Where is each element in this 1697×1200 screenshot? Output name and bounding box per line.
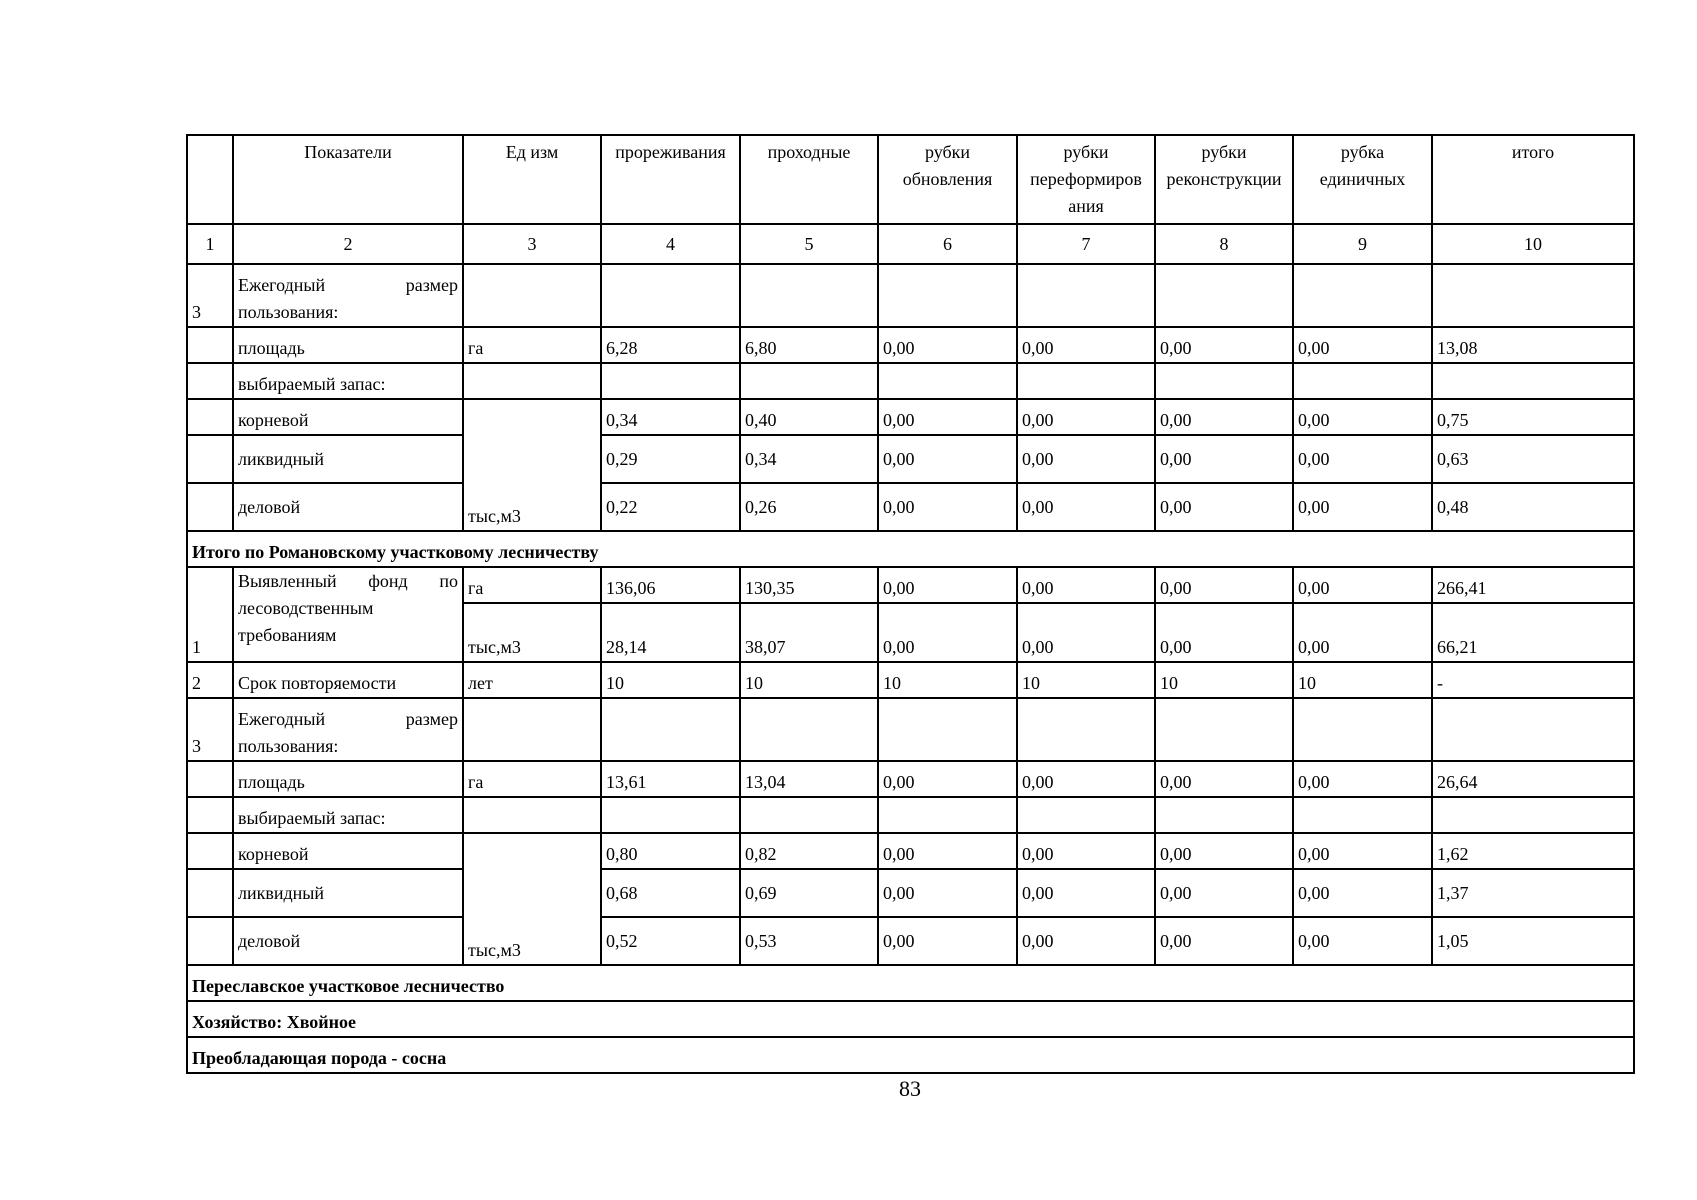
value-cell: 6,80 — [740, 327, 878, 363]
value-cell: 1,05 — [1432, 917, 1634, 965]
value-cell: 10 — [1293, 662, 1432, 698]
empty-cell — [1155, 698, 1293, 761]
value-cell: 0,00 — [1293, 917, 1432, 965]
value-cell: 0,00 — [1155, 399, 1293, 435]
value-cell: 0,00 — [878, 567, 1017, 603]
value-cell: 0,34 — [601, 399, 740, 435]
row-label: деловой — [233, 917, 463, 965]
row-label: Срок повторяемости — [233, 662, 463, 698]
unit-cell: га — [463, 761, 601, 797]
row-label: ликвидный — [233, 435, 463, 483]
header-label: рубки реконструкции — [1155, 135, 1293, 224]
empty-cell — [740, 797, 878, 833]
value-cell: 28,14 — [601, 603, 740, 662]
value-cell: 0,00 — [1155, 603, 1293, 662]
row-number — [187, 917, 233, 965]
value-cell: 26,64 — [1432, 761, 1634, 797]
stock-row — [187, 797, 1634, 833]
row-label: корневой — [233, 833, 463, 869]
column-number: 1 — [187, 224, 233, 264]
header-row — [187, 135, 1634, 224]
empty-cell — [1017, 363, 1155, 399]
value-cell: 0,00 — [878, 833, 1017, 869]
row-label: ликвидный — [233, 869, 463, 917]
empty-cell — [1293, 797, 1432, 833]
column-number: 9 — [1293, 224, 1432, 264]
value-cell: 0,00 — [1017, 567, 1155, 603]
value-cell: 0,48 — [1432, 483, 1634, 531]
root-stock-row — [187, 833, 1634, 869]
header-label: рубка единичных — [1293, 135, 1432, 224]
row-label: Ежегодный размер пользования: — [233, 698, 463, 761]
value-cell: 6,28 — [601, 327, 740, 363]
value-cell: 13,08 — [1432, 327, 1634, 363]
value-cell: 0,00 — [1293, 435, 1432, 483]
value-cell: 0,00 — [1017, 327, 1155, 363]
value-cell: 0,00 — [1155, 327, 1293, 363]
value-cell: - — [1432, 662, 1634, 698]
empty-cell — [601, 264, 740, 327]
value-cell: 0,00 — [1155, 917, 1293, 965]
value-cell: 0,00 — [1017, 399, 1155, 435]
empty-cell — [1155, 363, 1293, 399]
value-cell: 0,34 — [740, 435, 878, 483]
value-cell: 0,00 — [1017, 761, 1155, 797]
value-cell: 10 — [878, 662, 1017, 698]
row-label: выбираемый запас: — [233, 797, 463, 833]
liquid-stock-row — [187, 869, 1634, 917]
empty-cell — [740, 264, 878, 327]
root-stock-row — [187, 399, 1634, 435]
row-number — [187, 399, 233, 435]
value-cell: 0,00 — [878, 327, 1017, 363]
value-cell: 0,80 — [601, 833, 740, 869]
section-title: Переславское участковое лесничество — [187, 965, 1634, 1001]
value-cell: 1,62 — [1432, 833, 1634, 869]
value-cell: 0,00 — [878, 761, 1017, 797]
row-number — [187, 435, 233, 483]
empty-cell — [463, 698, 601, 761]
value-cell: 0,40 — [740, 399, 878, 435]
table-body — [187, 135, 1634, 1073]
header-label: рубки обновления — [878, 135, 1017, 224]
value-cell: 10 — [740, 662, 878, 698]
value-cell: 0,00 — [1155, 869, 1293, 917]
value-cell: 0,68 — [601, 869, 740, 917]
value-cell: 0,75 — [1432, 399, 1634, 435]
row-number — [187, 483, 233, 531]
column-number: 6 — [878, 224, 1017, 264]
total-title: Итого по Романовскому участковому лесничеству — [187, 531, 1634, 567]
empty-cell — [1293, 363, 1432, 399]
empty-cell — [740, 363, 878, 399]
section-title-row — [187, 965, 1634, 1001]
value-cell: 0,00 — [878, 603, 1017, 662]
row-label: корневой — [233, 399, 463, 435]
value-cell: 0,53 — [740, 917, 878, 965]
value-cell: 0,26 — [740, 483, 878, 531]
row-number: 3 — [187, 264, 233, 327]
header-label: рубки переформиров ания — [1017, 135, 1155, 224]
liquid-stock-row — [187, 435, 1634, 483]
empty-cell — [1155, 797, 1293, 833]
value-cell: 0,00 — [1155, 435, 1293, 483]
unit-cell: тыс,м3 — [463, 603, 601, 662]
header-label: итого — [1432, 135, 1634, 224]
total-title-row — [187, 531, 1634, 567]
value-cell: 10 — [1155, 662, 1293, 698]
unit-cell: га — [463, 327, 601, 363]
unit-cell: га — [463, 567, 601, 603]
stock-row — [187, 363, 1634, 399]
empty-cell — [463, 264, 601, 327]
row-label: площадь — [233, 327, 463, 363]
value-cell: 10 — [601, 662, 740, 698]
column-number-row — [187, 224, 1634, 264]
column-number: 8 — [1155, 224, 1293, 264]
empty-cell — [463, 363, 601, 399]
empty-cell — [1293, 264, 1432, 327]
empty-cell — [1017, 797, 1155, 833]
empty-cell — [1017, 698, 1155, 761]
value-cell: 130,35 — [740, 567, 878, 603]
row-label: Выявленный фонд по лесоводственным требованиям — [233, 567, 463, 662]
row-number — [187, 833, 233, 869]
value-cell: 0,00 — [1293, 399, 1432, 435]
value-cell: 0,00 — [1293, 833, 1432, 869]
value-cell: 0,00 — [878, 399, 1017, 435]
row-number — [187, 761, 233, 797]
empty-cell — [878, 797, 1017, 833]
value-cell: 0,00 — [1155, 567, 1293, 603]
row-number — [187, 363, 233, 399]
header-label: прореживания — [601, 135, 740, 224]
value-cell: 0,00 — [1155, 483, 1293, 531]
section-title-row — [187, 1001, 1634, 1037]
empty-cell — [601, 363, 740, 399]
empty-cell — [878, 698, 1017, 761]
empty-cell — [601, 797, 740, 833]
value-cell: 38,07 — [740, 603, 878, 662]
empty-cell — [878, 264, 1017, 327]
value-cell: 0,52 — [601, 917, 740, 965]
value-cell: 0,00 — [1293, 567, 1432, 603]
row-number: 3 — [187, 698, 233, 761]
empty-cell — [1432, 698, 1634, 761]
value-cell: 0,00 — [878, 917, 1017, 965]
area-row — [187, 327, 1634, 363]
value-cell: 0,00 — [1293, 869, 1432, 917]
column-number: 10 — [1432, 224, 1634, 264]
column-number: 5 — [740, 224, 878, 264]
value-cell: 13,04 — [740, 761, 878, 797]
row-label: площадь — [233, 761, 463, 797]
value-cell: 0,00 — [1017, 917, 1155, 965]
value-cell: 266,41 — [1432, 567, 1634, 603]
value-cell: 0,00 — [1293, 761, 1432, 797]
row-number: 1 — [187, 567, 233, 662]
empty-cell — [1293, 698, 1432, 761]
unit-cell: лет — [463, 662, 601, 698]
empty-cell — [601, 698, 740, 761]
page-number: 83 — [899, 1076, 921, 1101]
column-number: 7 — [1017, 224, 1155, 264]
annual-usage-row — [187, 264, 1634, 327]
empty-cell — [1155, 264, 1293, 327]
unit-cell: тыс,м3 — [463, 833, 601, 965]
business-stock-row — [187, 917, 1634, 965]
value-cell: 0,00 — [1017, 869, 1155, 917]
value-cell: 0,69 — [740, 869, 878, 917]
row-label: выбираемый запас: — [233, 363, 463, 399]
value-cell: 0,00 — [1017, 483, 1155, 531]
value-cell: 0,00 — [1017, 603, 1155, 662]
forest-usage-table — [186, 134, 1635, 1074]
column-number: 3 — [463, 224, 601, 264]
value-cell: 0,82 — [740, 833, 878, 869]
empty-cell — [878, 363, 1017, 399]
value-cell: 66,21 — [1432, 603, 1634, 662]
value-cell: 0,00 — [1155, 833, 1293, 869]
header-label: Ед изм — [463, 135, 601, 224]
empty-cell — [1432, 797, 1634, 833]
header-label — [187, 135, 233, 224]
annual-usage-row — [187, 698, 1634, 761]
row-number — [187, 797, 233, 833]
row-number — [187, 869, 233, 917]
business-stock-row — [187, 483, 1634, 531]
row-label: деловой — [233, 483, 463, 531]
header-label: проходные — [740, 135, 878, 224]
section-title: Хозяйство: Хвойное — [187, 1001, 1634, 1037]
empty-cell — [1432, 363, 1634, 399]
empty-cell — [740, 698, 878, 761]
value-cell: 13,61 — [601, 761, 740, 797]
section-title-row — [187, 1037, 1634, 1073]
value-cell: 0,00 — [1293, 603, 1432, 662]
value-cell: 10 — [1017, 662, 1155, 698]
unit-cell: тыс,м3 — [463, 399, 601, 531]
value-cell: 0,00 — [878, 483, 1017, 531]
header-label: Показатели — [233, 135, 463, 224]
empty-cell — [463, 797, 601, 833]
empty-cell — [1432, 264, 1634, 327]
value-cell: 0,22 — [601, 483, 740, 531]
value-cell: 0,00 — [878, 435, 1017, 483]
empty-cell — [1017, 264, 1155, 327]
row-label: Ежегодный размер пользования: — [233, 264, 463, 327]
value-cell: 1,37 — [1432, 869, 1634, 917]
area-row — [187, 761, 1634, 797]
value-cell: 0,00 — [878, 869, 1017, 917]
row-number — [187, 327, 233, 363]
value-cell: 0,29 — [601, 435, 740, 483]
value-cell: 0,00 — [1293, 483, 1432, 531]
row-number: 2 — [187, 662, 233, 698]
value-cell: 136,06 — [601, 567, 740, 603]
value-cell: 0,00 — [1293, 327, 1432, 363]
value-cell: 0,00 — [1017, 833, 1155, 869]
column-number: 4 — [601, 224, 740, 264]
value-cell: 0,63 — [1432, 435, 1634, 483]
period-row — [187, 662, 1634, 698]
section-title: Преобладающая порода - сосна — [187, 1037, 1634, 1073]
value-cell: 0,00 — [1155, 761, 1293, 797]
column-number: 2 — [233, 224, 463, 264]
fund-ha-row — [187, 567, 1634, 603]
value-cell: 0,00 — [1017, 435, 1155, 483]
